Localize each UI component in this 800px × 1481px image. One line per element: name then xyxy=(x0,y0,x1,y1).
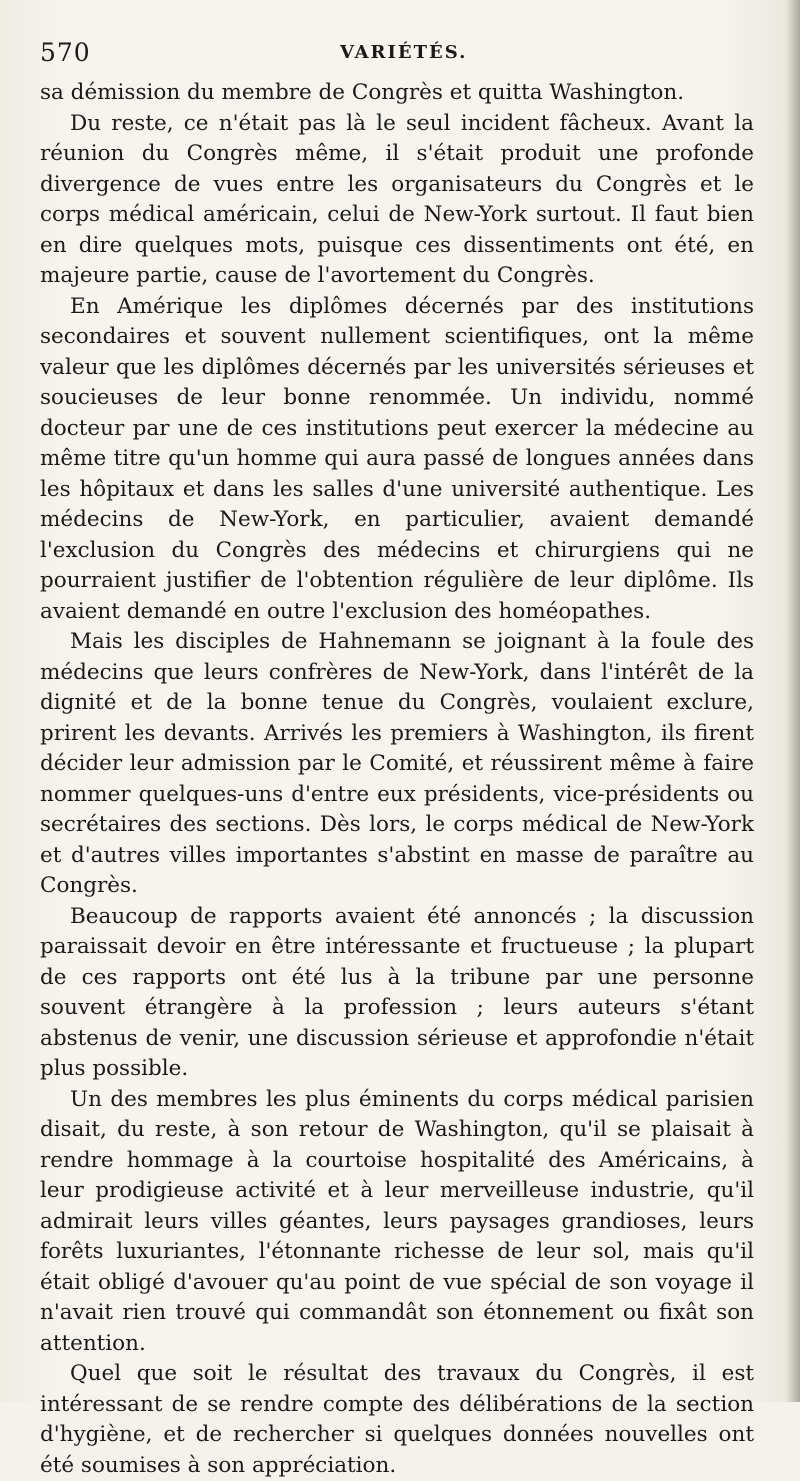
running-title: VARIÉTÉS. xyxy=(340,42,468,63)
paragraph-continuation: sa démission du membre de Congrès et quitta Washington. xyxy=(40,80,685,105)
page-edge-shadow xyxy=(786,0,800,1402)
paragraph: En Amérique les diplômes décernés par des institutions secondaires et souvent nullement scientifiques, ont la même valeur que les diplômes décernés par les universités sérieuses et soucieuses de leur bonne renommée. Un individu, nommé docteur par une de ces institutions peut exercer la médecine au même titre qu'un homme qui aura passé de longues années dans les hôpitaux et dans les salles d'une université authentique. Les médecins de New-York, en particulier, avaient demandé l'exclusion du Congrès des médecins et chirurgiens qui ne pourraient justifier de l'obtention régulière de leur diplôme. Ils avaient demandé en outre l'exclusion des homéopathes. xyxy=(40,293,754,624)
page-number: 570 xyxy=(40,38,91,67)
paragraph: Mais les disciples de Hahnemann se joignant à la foule des médecins que leurs confrères de New-York, dans l'intérêt de la dignité et de la bonne tenue du Congrès, voulaient exclure, prirent les devants. Arrivés les premiers à Washington, ils firent décider leur admission par le Comité, et réussirent même à faire nommer quelques-uns d'entre eux présidents, vice-présidents ou secrétaires des sections. Dès lors, le corps médical de New-York et d'autres villes importantes s'abstint en masse de paraître au Congrès. xyxy=(40,629,754,898)
body-text xyxy=(40,78,754,1481)
paragraph: Un des membres les plus éminents du corps médical parisien disait, du reste, à son retour de Washington, qu'il se plaisait à rendre hommage à la courtoise hospitalité des Américains, à leur prodigieuse activité et à leur merveilleuse industrie, qu'il admirait leurs villes géantes, leurs paysages grandioses, leurs forêts luxuriantes, l'étonnante richesse de leur sol, mais qu'il était obligé d'avouer qu'au point de vue spécial de son voyage il n'avait rien trouvé qui commandât son étonnement ou fixât son attention. xyxy=(40,1086,754,1356)
paragraph: Du reste, ce n'était pas là le seul incident fâcheux. Avant la réunion du Congrès même, il s'était produit une profonde divergence de vues entre les organisateurs du Congrès et le corps médical américain, celui de New-York surtout. Il faut bien en dire quelques mots, puisque ces dissentiments ont été, en majeure partie, cause de l'avortement du Congrès. xyxy=(40,110,754,288)
paragraph: Beaucoup de rapports avaient été annoncés ; la discussion paraissait devoir en être intéressante et fructueuse ; la plupart de ces rapports ont été lus à la tribune par une personne souvent étrangère à la profession ; leurs auteurs s'étant abstenus de venir, une discussion sérieuse et approfondie n'était plus possible. xyxy=(40,903,754,1081)
paragraph: Quel que soit le résultat des travaux du Congrès, il est intéressant de se rendre compte des délibérations de la section d'hygiène, et de rechercher si quelques données nouvelles ont été soumises à son appréciation. xyxy=(40,1361,754,1478)
page-header xyxy=(40,38,752,68)
